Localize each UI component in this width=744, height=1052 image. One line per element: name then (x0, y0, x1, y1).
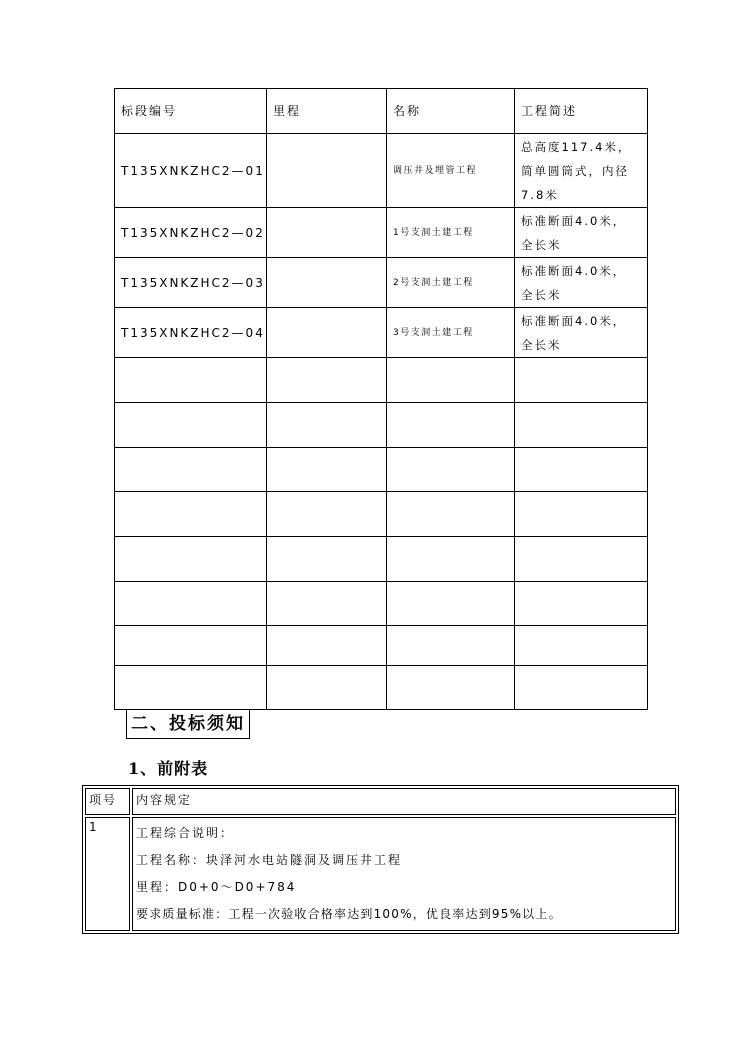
section-description (515, 308, 648, 358)
section-code: T135XNKZHC2—04 (115, 308, 267, 358)
description-line: 总高度117.4米， (521, 139, 632, 154)
header-description: 工程简述 (515, 89, 648, 134)
description-line: 简单圆筒式，内径 (521, 163, 629, 178)
description-line: 全长米 (521, 287, 562, 302)
appendix-header-row (85, 788, 676, 815)
description-line: 7.8米 (521, 187, 559, 202)
item-content (132, 817, 676, 931)
empty-row (115, 626, 648, 666)
section-mileage (267, 208, 387, 258)
table-row (115, 134, 648, 208)
empty-row (115, 492, 648, 537)
description-line: 全长米 (521, 337, 562, 352)
header-name: 名称 (387, 89, 515, 134)
item-number: 1 (85, 817, 130, 931)
empty-row (115, 666, 648, 710)
content-line: 工程名称：块泽河水电站隧洞及调压井工程 (136, 853, 403, 867)
content-line: 工程综合说明： (136, 826, 235, 840)
empty-row (115, 582, 648, 626)
empty-row (115, 448, 648, 492)
section-description (515, 208, 648, 258)
section-code: T135XNKZHC2—02 (115, 208, 267, 258)
section-name: 调压井及埋管工程 (387, 134, 515, 208)
section-mileage (267, 134, 387, 208)
section-code: T135XNKZHC2—01 (115, 134, 267, 208)
header-content: 内容规定 (132, 788, 676, 815)
header-code: 标段编号 (115, 89, 267, 134)
empty-row (115, 403, 648, 448)
table-header-row (115, 89, 648, 134)
content-line: 里程：D0+0～D0+784 (136, 880, 297, 894)
empty-row (115, 358, 648, 403)
subsection-title: 1、前附表 (128, 759, 209, 778)
section-name: 2号支洞土建工程 (387, 258, 515, 308)
appendix-table (82, 785, 679, 934)
table-row (115, 258, 648, 308)
table-row (115, 208, 648, 258)
description-line: 全长米 (521, 237, 562, 252)
section-mileage (267, 308, 387, 358)
content-line: 要求质量标准：工程一次验收合格率达到100%，优良率达到95%以上。 (136, 907, 562, 921)
description-line: 标准断面4.0米， (521, 263, 627, 278)
section-mileage (267, 258, 387, 308)
section-name: 3号支洞土建工程 (387, 308, 515, 358)
empty-row (115, 537, 648, 582)
header-mileage: 里程 (267, 89, 387, 134)
section-title: 二、投标须知 (126, 709, 250, 739)
section-description (515, 134, 648, 208)
description-line: 标准断面4.0米， (521, 213, 627, 228)
appendix-row (85, 817, 676, 931)
section-name: 1号支洞土建工程 (387, 208, 515, 258)
section-code: T135XNKZHC2—03 (115, 258, 267, 308)
bid-section-table (114, 88, 648, 710)
description-line: 标准断面4.0米， (521, 313, 627, 328)
table-row (115, 308, 648, 358)
header-item-no: 项号 (85, 788, 130, 815)
section-description (515, 258, 648, 308)
